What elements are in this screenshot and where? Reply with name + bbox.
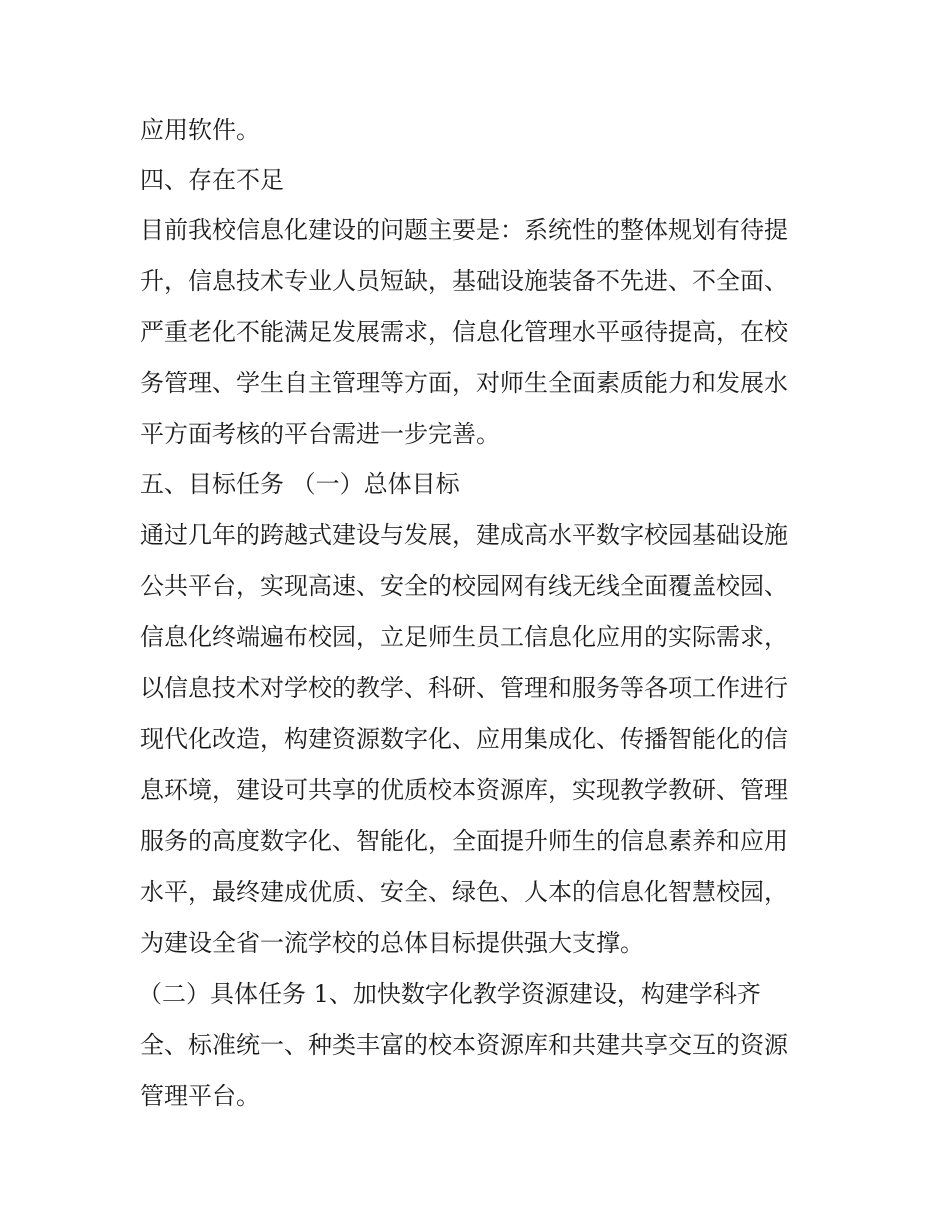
text-line: 升，信息技术专业人员短缺，基础设施装备不先进、不全面、	[140, 267, 788, 295]
text-line: 现代化改造，构建资源数字化、应用集成化、传播智能化的信	[140, 725, 788, 753]
section-heading: 四、存在不足	[140, 166, 284, 194]
text-line: 水平，最终建成优质、安全、绿色、人本的信息化智慧校园，	[140, 878, 788, 906]
text-line: 息环境，建设可共享的优质校本资源库，实现教学教研、管理	[140, 776, 788, 804]
section-heading: 五、目标任务 （一）总体目标	[140, 470, 460, 498]
text-line: 严重老化不能满足发展需求，信息化管理水平亟待提高，在校	[140, 318, 788, 346]
text-line: 公共平台，实现高速、安全的校园网有线无线全面覆盖校园、	[140, 572, 788, 600]
text-line: 服务的高度数字化、智能化，全面提升师生的信息素养和应用	[140, 827, 788, 855]
text-line: 管理平台。	[140, 1082, 260, 1110]
text-line: 务管理、学生自主管理等方面，对师生全面素质能力和发展水	[140, 369, 788, 397]
text-line: 平方面考核的平台需进一步完善。	[140, 420, 500, 448]
text-line: 以信息技术对学校的教学、科研、管理和服务等各项工作进行	[140, 674, 788, 702]
text-line: 通过几年的跨越式建设与发展，建成高水平数字校园基础设施	[140, 521, 788, 549]
text-line: 信息化终端遍布校园，立足师生员工信息化应用的实际需求，	[140, 623, 788, 651]
text-line: 为建设全省一流学校的总体目标提供强大支撑。	[140, 929, 644, 957]
section-heading: （二）具体任务 1、加快数字化教学资源建设，构建学科齐	[138, 980, 761, 1008]
text-line: 目前我校信息化建设的问题主要是：系统性的整体规划有待提	[140, 216, 788, 244]
text-line: 全、标准统一、种类丰富的校本资源库和共建共享交互的资源	[140, 1031, 788, 1059]
text-line: 应用软件。	[140, 116, 260, 144]
